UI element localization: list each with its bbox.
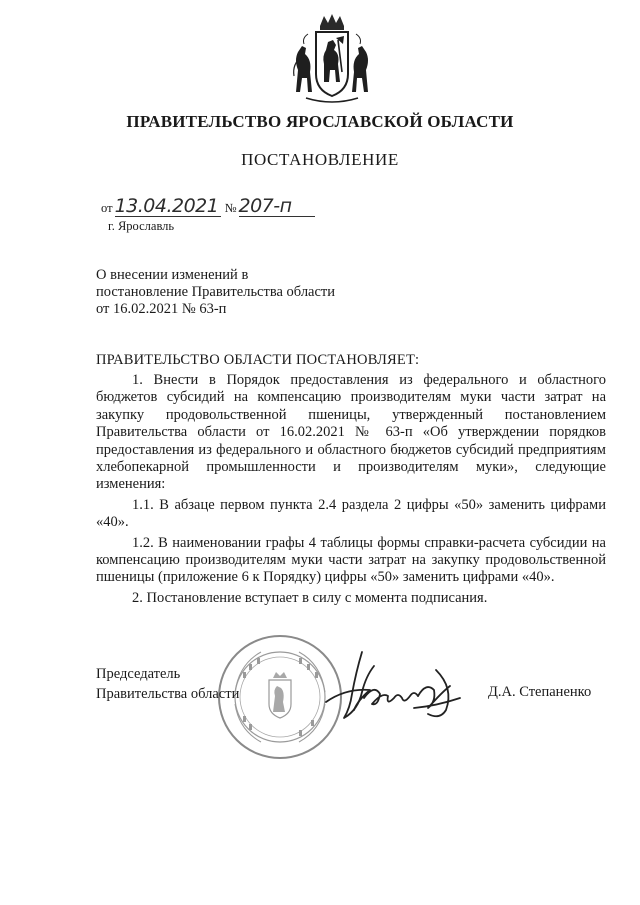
signatory-title-line2: Правительства области [96,686,240,702]
signatory-title-line1: Председатель [96,666,181,682]
handwritten-signature [318,648,470,726]
document-number: 207-п [239,196,315,217]
paragraph-1-2: 1.2. В наименовании графы 4 таблицы формы справки-расчета субсидии на компенсацию производителям муки части затрат на закупку продовольственной пшеницы (приложение 6 к Порядку) цифры «50» заменить цифрами «40». [96,534,606,586]
document-body [96,372,606,607]
resolves-heading: ПРАВИТЕЛЬСТВО ОБЛАСТИ ПОСТАНОВЛЯЕТ: [96,352,420,368]
government-title: ПРАВИТЕЛЬСТВО ЯРОСЛАВСКОЙ ОБЛАСТИ [126,112,514,131]
signatory-title [96,664,239,704]
paragraph-1: 1. Внести в Порядок предоставления из федерального и областного бюджетов субсидий на компенсацию производителям муки части затрат на закупку продовольственной пшеницы, утвержденный постановлением Правительства области от 16.02.2021 № 63-п «Об утверждении порядков предоставления из федерального и областного бюджетов субсидий предприятиям хлебопекарной промышленности и производителям муки», следующие изменения: [96,372,606,493]
signatory-name: Д.А. Степаненко [488,684,592,700]
number-label: № [224,201,237,215]
city: г. Ярославль [108,219,175,233]
date-number-line [101,196,315,217]
from-label: от [101,201,113,215]
document-type: ПОСТАНОВЛЕНИЕ [241,150,399,169]
document-subject: О внесении изменений в постановление Правительства области от 16.02.2021 № 63-п [96,267,336,317]
paragraph-1-1: 1.1. В абзаце первом пункта 2.4 раздела 2 цифры «50» заменить цифрами «40». [96,496,606,531]
coat-of-arms-icon [286,12,378,108]
paragraph-2: 2. Постановление вступает в силу с момента подписания. [132,589,488,606]
document-date: 13.04.2021 [115,196,221,217]
